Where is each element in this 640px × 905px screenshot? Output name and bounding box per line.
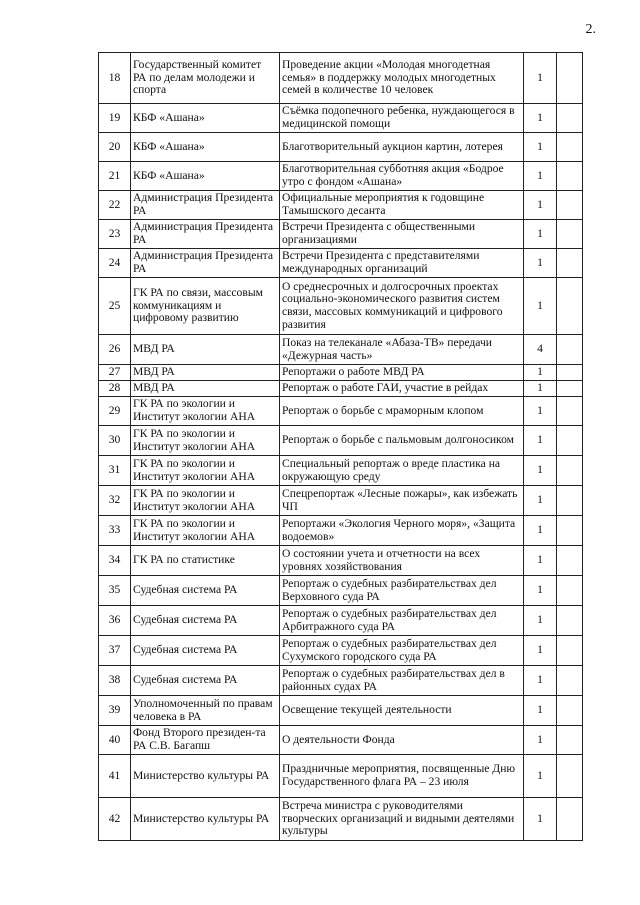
- description-cell: Спецрепортаж «Лесные пожары», как избежать ЧП: [280, 486, 524, 516]
- description-cell: Репортаж о судебных разбирательствах дел Верховного суда РА: [280, 576, 524, 606]
- description-cell: Праздничные мероприятия, посвященные Дню Государственного флага РА – 23 июля: [280, 755, 524, 798]
- quantity-cell: 1: [524, 133, 557, 162]
- table-row: [99, 381, 583, 397]
- table-row: [99, 798, 583, 841]
- organization-cell: Государственный комитет РА по делам молодежи и спорта: [131, 53, 280, 104]
- table-row: [99, 636, 583, 666]
- organization-cell: МВД РА: [131, 335, 280, 365]
- description-cell: Встречи Президента с общественными организациями: [280, 220, 524, 249]
- organization-cell: ГК РА по экологии и Институт экологии АНА: [131, 456, 280, 486]
- table-row: [99, 606, 583, 636]
- organization-cell: ГК РА по экологии и Институт экологии АНА: [131, 397, 280, 426]
- empty-cell: [557, 726, 583, 755]
- row-number: 33: [99, 516, 131, 546]
- quantity-cell: 1: [524, 666, 557, 696]
- row-number: 23: [99, 220, 131, 249]
- quantity-cell: 1: [524, 53, 557, 104]
- empty-cell: [557, 133, 583, 162]
- description-cell: Показ на телеканале «Абаза-ТВ» передачи «Дежурная часть»: [280, 335, 524, 365]
- organization-cell: Судебная система РА: [131, 636, 280, 666]
- quantity-cell: 1: [524, 726, 557, 755]
- empty-cell: [557, 53, 583, 104]
- empty-cell: [557, 636, 583, 666]
- description-cell: Съёмка подопечного ребенка, нуждающегося в медицинской помощи: [280, 104, 524, 133]
- description-cell: Репортаж о борьбе с пальмовым долгоносиком: [280, 426, 524, 456]
- organization-cell: ГК РА по экологии и Институт экологии АНА: [131, 426, 280, 456]
- empty-cell: [557, 516, 583, 546]
- quantity-cell: 1: [524, 798, 557, 841]
- table-row: [99, 546, 583, 576]
- organization-cell: Судебная система РА: [131, 576, 280, 606]
- quantity-cell: 1: [524, 546, 557, 576]
- empty-cell: [557, 104, 583, 133]
- quantity-cell: 1: [524, 426, 557, 456]
- empty-cell: [557, 456, 583, 486]
- empty-cell: [557, 426, 583, 456]
- description-cell: Благотворительный аукцион картин, лотерея: [280, 133, 524, 162]
- empty-cell: [557, 666, 583, 696]
- row-number: 42: [99, 798, 131, 841]
- description-cell: Репортаж о работе ГАИ, участие в рейдах: [280, 381, 524, 397]
- table-row: [99, 335, 583, 365]
- empty-cell: [557, 755, 583, 798]
- quantity-cell: 1: [524, 249, 557, 278]
- row-number: 24: [99, 249, 131, 278]
- description-cell: Репортаж о судебных разбирательствах дел Сухумского городского суда РА: [280, 636, 524, 666]
- row-number: 34: [99, 546, 131, 576]
- description-cell: Специальный репортаж о вреде пластика на окружающую среду: [280, 456, 524, 486]
- row-number: 38: [99, 666, 131, 696]
- quantity-cell: 1: [524, 696, 557, 726]
- organization-cell: КБФ «Ашана»: [131, 133, 280, 162]
- organization-cell: КБФ «Ашана»: [131, 104, 280, 133]
- quantity-cell: 1: [524, 381, 557, 397]
- table-row: [99, 696, 583, 726]
- quantity-cell: 1: [524, 365, 557, 381]
- description-cell: Благотворительная субботняя акция «Бодрое утро с фондом «Ашана»: [280, 162, 524, 191]
- table-row: [99, 133, 583, 162]
- events-table-body: [99, 53, 583, 841]
- description-cell: Репортаж о судебных разбирательствах дел в районных судах РА: [280, 666, 524, 696]
- quantity-cell: 4: [524, 335, 557, 365]
- organization-cell: Судебная система РА: [131, 666, 280, 696]
- description-cell: О состоянии учета и отчетности на всех уровнях хозяйствования: [280, 546, 524, 576]
- organization-cell: МВД РА: [131, 365, 280, 381]
- table-row: [99, 397, 583, 426]
- row-number: 31: [99, 456, 131, 486]
- row-number: 41: [99, 755, 131, 798]
- row-number: 19: [99, 104, 131, 133]
- description-cell: Встречи Президента с представителями международных организаций: [280, 249, 524, 278]
- quantity-cell: 1: [524, 278, 557, 335]
- quantity-cell: 1: [524, 104, 557, 133]
- row-number: 26: [99, 335, 131, 365]
- empty-cell: [557, 191, 583, 220]
- organization-cell: ГК РА по связи, массовым коммуникациям и цифровому развитию: [131, 278, 280, 335]
- quantity-cell: 1: [524, 576, 557, 606]
- table-row: [99, 53, 583, 104]
- row-number: 18: [99, 53, 131, 104]
- empty-cell: [557, 696, 583, 726]
- empty-cell: [557, 335, 583, 365]
- row-number: 37: [99, 636, 131, 666]
- organization-cell: ГК РА по экологии и Институт экологии АНА: [131, 516, 280, 546]
- organization-cell: Администрация Президента РА: [131, 249, 280, 278]
- quantity-cell: 1: [524, 636, 557, 666]
- empty-cell: [557, 278, 583, 335]
- table-row: [99, 365, 583, 381]
- organization-cell: ГК РА по экологии и Институт экологии АНА: [131, 486, 280, 516]
- table-row: [99, 278, 583, 335]
- description-cell: Освещение текущей деятельности: [280, 696, 524, 726]
- empty-cell: [557, 381, 583, 397]
- quantity-cell: 1: [524, 397, 557, 426]
- table-row: [99, 162, 583, 191]
- empty-cell: [557, 486, 583, 516]
- row-number: 29: [99, 397, 131, 426]
- table-row: [99, 666, 583, 696]
- row-number: 25: [99, 278, 131, 335]
- row-number: 21: [99, 162, 131, 191]
- row-number: 28: [99, 381, 131, 397]
- description-cell: Репортаж о судебных разбирательствах дел Арбитражного суда РА: [280, 606, 524, 636]
- table-row: [99, 576, 583, 606]
- description-cell: О деятельности Фонда: [280, 726, 524, 755]
- organization-cell: Администрация Президента РА: [131, 191, 280, 220]
- organization-cell: Уполномоченный по правам человека в РА: [131, 696, 280, 726]
- empty-cell: [557, 606, 583, 636]
- quantity-cell: 1: [524, 755, 557, 798]
- table-row: [99, 191, 583, 220]
- organization-cell: Министерство культуры РА: [131, 798, 280, 841]
- table-row: [99, 456, 583, 486]
- table-row: [99, 726, 583, 755]
- row-number: 32: [99, 486, 131, 516]
- organization-cell: Администрация Президента РА: [131, 220, 280, 249]
- empty-cell: [557, 798, 583, 841]
- row-number: 40: [99, 726, 131, 755]
- description-cell: Репортаж о борьбе с мраморным клопом: [280, 397, 524, 426]
- description-cell: О среднесрочных и долгосрочных проектах социально-экономического развития систем связи, массовых коммуникаций и цифрового развития: [280, 278, 524, 335]
- table-row: [99, 104, 583, 133]
- organization-cell: КБФ «Ашана»: [131, 162, 280, 191]
- table-row: [99, 249, 583, 278]
- quantity-cell: 1: [524, 191, 557, 220]
- page-number: 2.: [585, 22, 596, 37]
- empty-cell: [557, 365, 583, 381]
- quantity-cell: 1: [524, 456, 557, 486]
- description-cell: Репортажи «Экология Черного моря», «Защита водоемов»: [280, 516, 524, 546]
- description-cell: Проведение акции «Молодая многодетная семья» в поддержку молодых многодетных семей в количестве 10 человек: [280, 53, 524, 104]
- organization-cell: Фонд Второго президен-та РА С.В. Багапш: [131, 726, 280, 755]
- empty-cell: [557, 162, 583, 191]
- empty-cell: [557, 576, 583, 606]
- quantity-cell: 1: [524, 162, 557, 191]
- organization-cell: ГК РА по статистике: [131, 546, 280, 576]
- organization-cell: Судебная система РА: [131, 606, 280, 636]
- quantity-cell: 1: [524, 516, 557, 546]
- table-row: [99, 220, 583, 249]
- table-row: [99, 426, 583, 456]
- row-number: 20: [99, 133, 131, 162]
- row-number: 39: [99, 696, 131, 726]
- row-number: 22: [99, 191, 131, 220]
- quantity-cell: 1: [524, 220, 557, 249]
- row-number: 36: [99, 606, 131, 636]
- description-cell: Репортажи о работе МВД РА: [280, 365, 524, 381]
- description-cell: Официальные мероприятия к годовщине Тамышского десанта: [280, 191, 524, 220]
- description-cell: Встреча министра с руководителями творческих организаций и видными деятелями культуры: [280, 798, 524, 841]
- row-number: 30: [99, 426, 131, 456]
- empty-cell: [557, 397, 583, 426]
- empty-cell: [557, 249, 583, 278]
- quantity-cell: 1: [524, 486, 557, 516]
- table-row: [99, 755, 583, 798]
- empty-cell: [557, 546, 583, 576]
- organization-cell: МВД РА: [131, 381, 280, 397]
- organization-cell: Министерство культуры РА: [131, 755, 280, 798]
- empty-cell: [557, 220, 583, 249]
- row-number: 27: [99, 365, 131, 381]
- row-number: 35: [99, 576, 131, 606]
- events-table: [98, 52, 583, 841]
- table-row: [99, 486, 583, 516]
- table-row: [99, 516, 583, 546]
- quantity-cell: 1: [524, 606, 557, 636]
